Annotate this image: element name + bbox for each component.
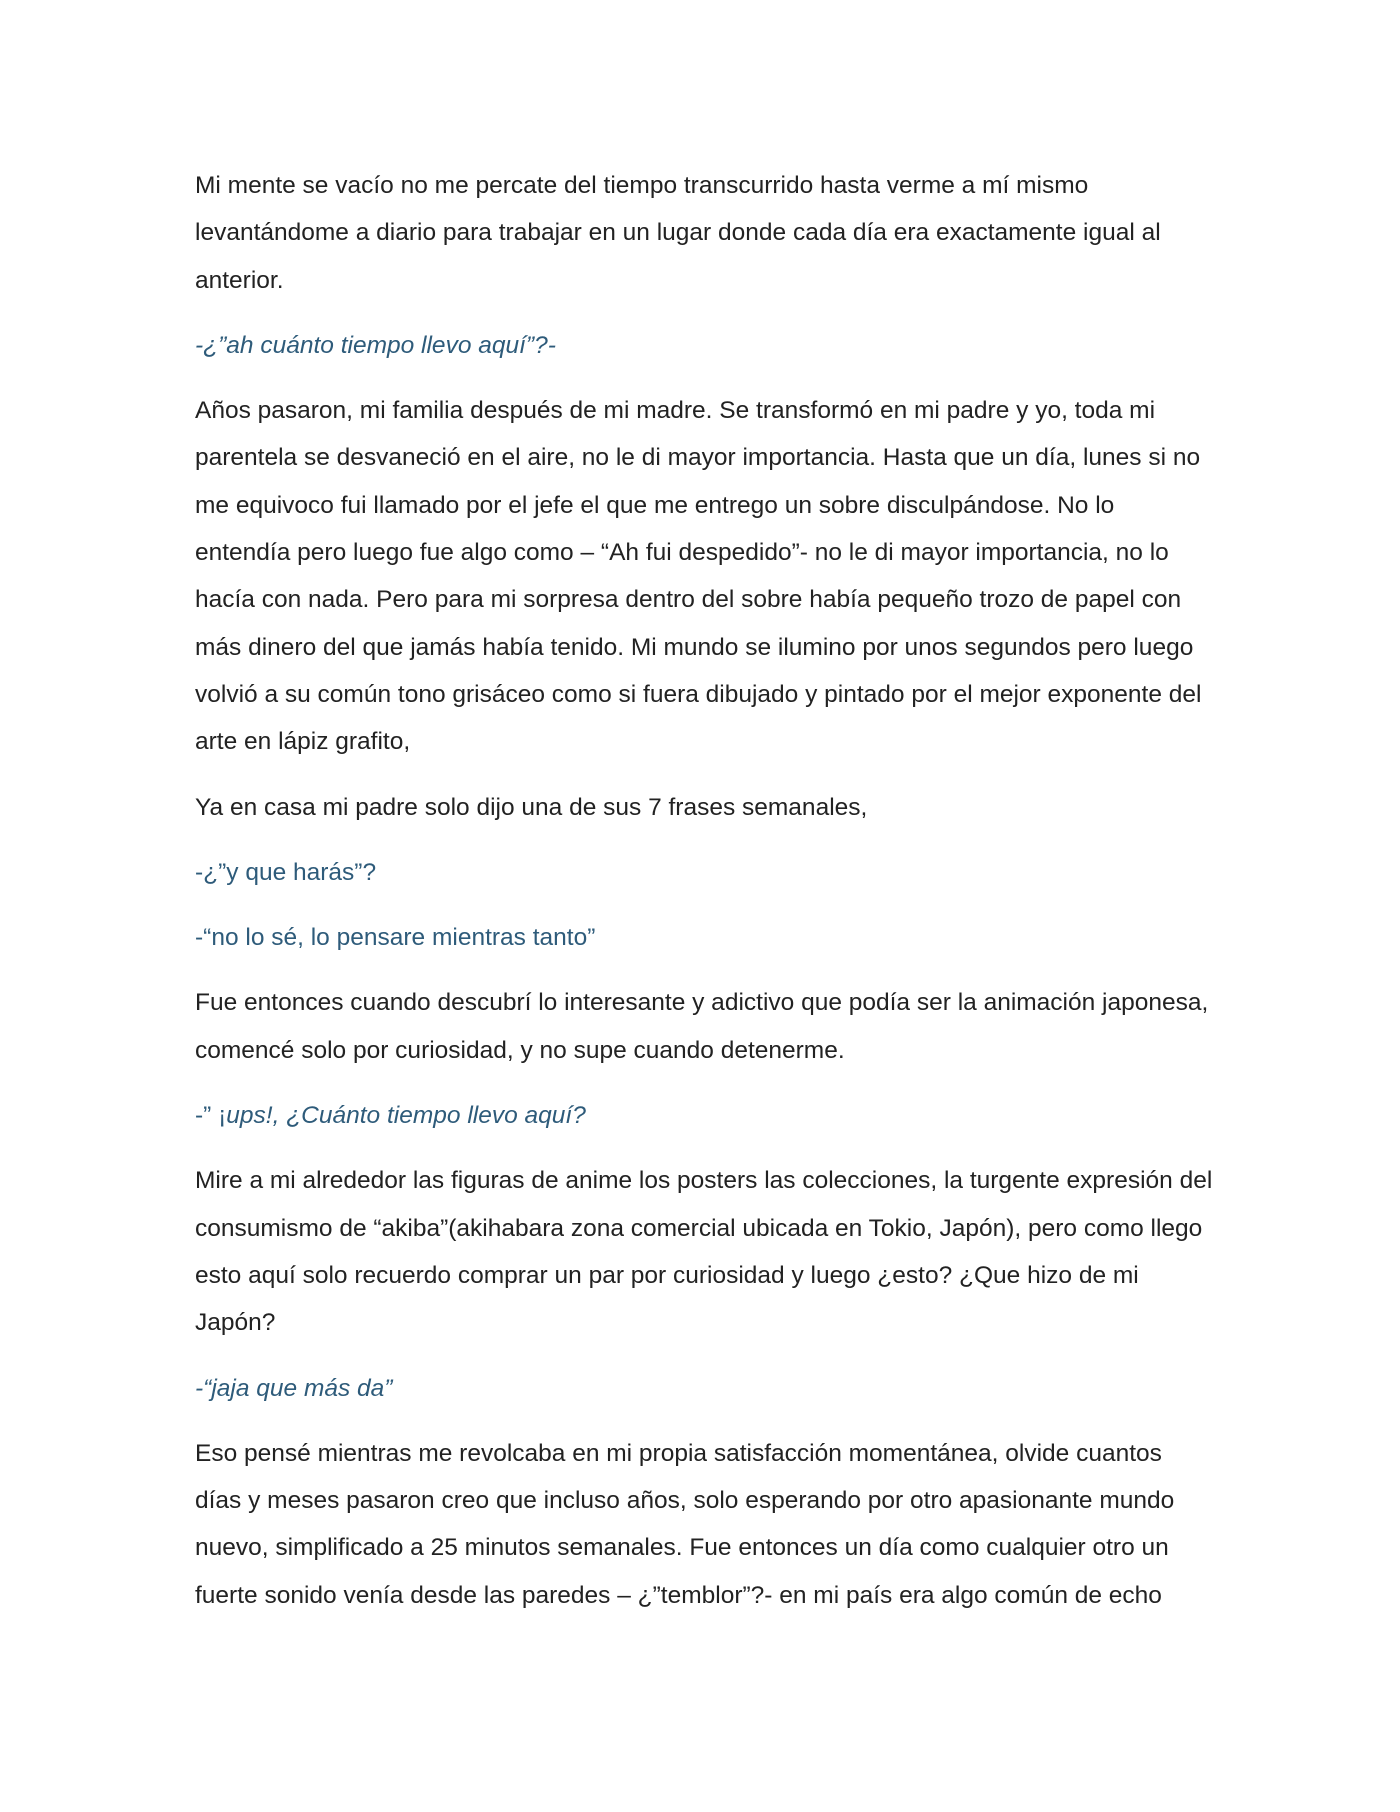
paragraph-at-home: Ya en casa mi padre solo dijo una de sus 7 frases semanales, (195, 793, 868, 821)
paragraph-years-passed: Años pasaron, mi familia después de mi madre. Se transformó en mi padre y yo, toda mi parentela se desvaneció en el aire, no le di mayor importancia. Hasta que un día, lunes si no me equivoco fui llamado por el jefe el que me entrego un sobre disculpándose. No lo entendía pero luego fue algo como – “Ah fui despedido”- no le di mayor importancia, no lo hacía con nada. Pero para mi sorpresa dentro del sobre había pequeño trozo de papel con más dinero del que jamás había tenido. Mi mundo se ilumino por unos segundos pero luego volvió a su común tono grisáceo como si fuera dibujado y pintado por el mejor exponente del arte en lápiz grafito, (195, 397, 1202, 756)
dialogue-line-what-will-you-do: -¿”y que harás”? (195, 858, 377, 886)
dialogue-line-oops-prefix: -” ¡ (195, 1102, 227, 1130)
dialogue-line-jaja: -“jaja que más da” (195, 1374, 393, 1402)
document-body (195, 162, 1215, 1637)
dialogue-line-how-long: -¿”ah cuánto tiempo llevo aquí”?- (195, 331, 556, 359)
dialogue-line-i-dont-know: -“no lo sé, lo pensare mientras tanto” (195, 924, 596, 952)
paragraph-looked-around: Mire a mi alrededor las figuras de anime los posters las colecciones, la turgente expresión del consumismo de “akiba”(akihabara zona comercial ubicada en Tokio, Japón), pero como llego esto aquí solo recuerdo comprar un par por curiosidad y luego ¿esto? ¿Que hizo de mi Japón? (195, 1167, 1213, 1337)
paragraph-discovered-anime: Fue entonces cuando descubrí lo interesante y adictivo que podía ser la animación japonesa, comencé solo por curiosidad, y no supe cuando detenerme. (195, 989, 1209, 1064)
dialogue-line-oops (195, 1092, 1215, 1139)
paragraph-thought: Eso pensé mientras me revolcaba en mi propia satisfacción momentánea, olvide cuantos días y meses pasaron creo que incluso años, solo esperando por otro apasionante mundo nuevo, simplificado a 25 minutos semanales. Fue entonces un día como cualquier otro un fuerte sonido venía desde las paredes – ¿”temblor”?- en mi país era algo común de echo (195, 1439, 1175, 1609)
dialogue-line-oops-text: ups!, ¿Cuánto tiempo llevo aquí? (226, 1102, 586, 1130)
paragraph-opening: Mi mente se vacío no me percate del tiempo transcurrido hasta verme a mí mismo levantándome a diario para trabajar en un lugar donde cada día era exactamente igual al anterior. (195, 172, 1161, 294)
